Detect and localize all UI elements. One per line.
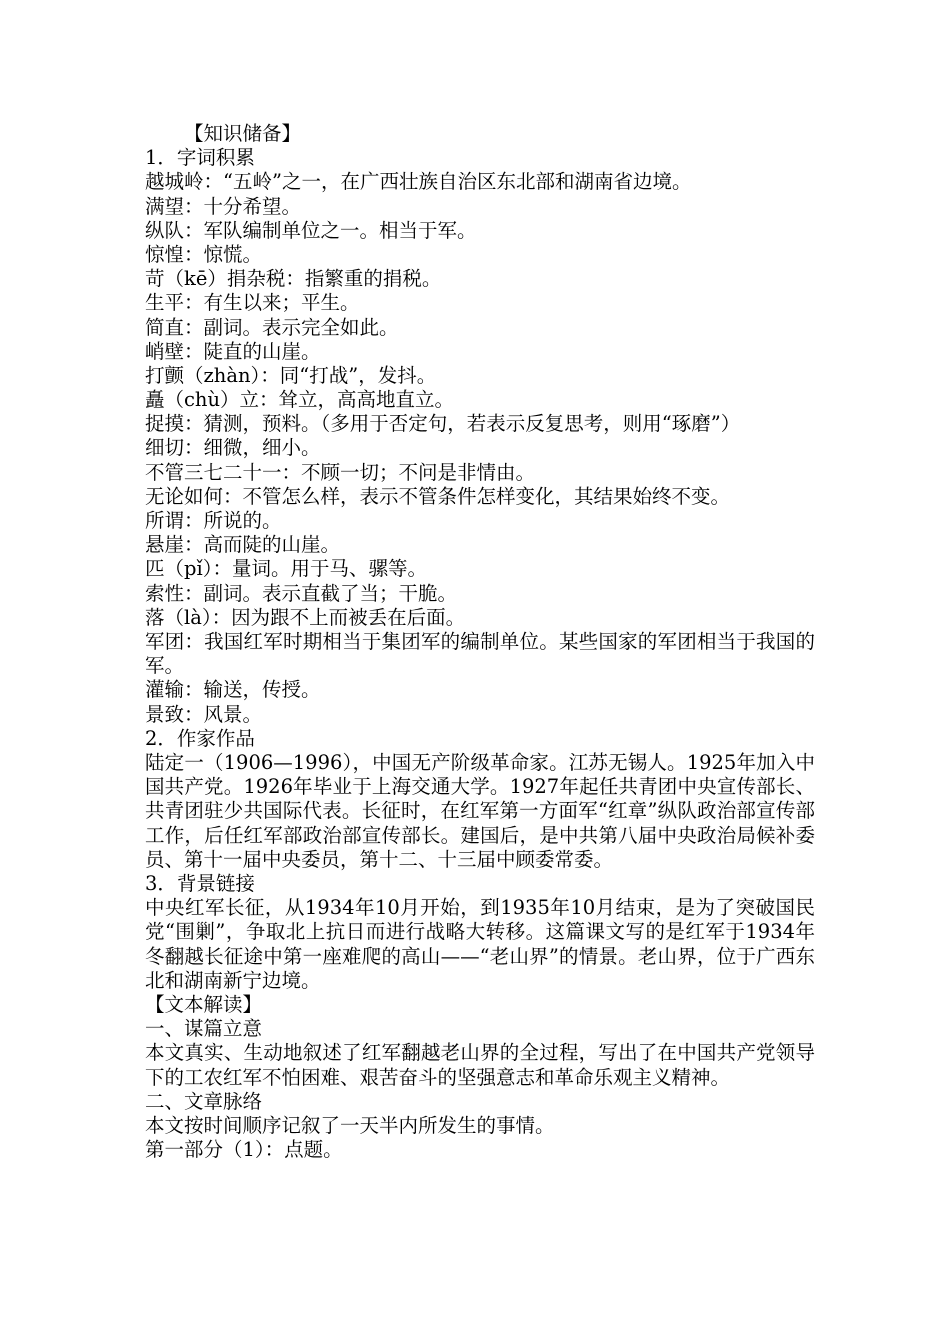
section-heading-reading: 【文本解读】 [145,992,263,1016]
section-title-vocab: 1．字词积累 [145,146,255,170]
vocab-entry: 越城岭：“五岭”之一，在广西壮族自治区东北部和湖南省边境。 [145,170,692,194]
vocab-entry: 打颤（zhàn）：同“打战”，发抖。 [145,363,437,387]
vocab-entry: 纵队：军队编制单位之一。相当于军。 [145,218,477,242]
vocab-entry: 无论如何：不管怎么样，表示不管条件怎样变化，其结果始终不变。 [145,484,731,508]
vocab-entry: 不管三七二十一：不顾一切；不问是非情由。 [145,460,536,484]
vocab-entry: 落（là）：因为跟不上而被丢在后面。 [145,605,466,629]
vocab-entry: 简直：副词。表示完全如此。 [145,315,399,339]
document-page [145,122,815,1162]
structure-part-one: 第一部分（1）：点题。 [145,1138,343,1162]
section-title-background: 3．背景链接 [145,871,255,895]
theme-paragraph: 本文真实、生动地叙述了红军翻越老山界的全过程，写出了在中国共产党领导下的工农红军不怕困难、艰苦奋斗的坚强意志和革命乐观主义精神。 [145,1041,815,1089]
background-paragraph: 中央红军长征，从1934年10月开始，到1935年10月结束，是为了突破国民党“围剿”，争取北上抗日而进行战略大转移。这篇课文写的是红军于1934年冬翻越长征途中第一座难爬的高山——“老山界”的情景。老山界，位于广西东北和湖南新宁边境。 [145,896,815,992]
part-title-theme: 一、谋篇立意 [145,1017,263,1041]
vocab-entry: 军团：我国红军时期相当于集团军的编制单位。某些国家的军团相当于我国的军。 [145,629,815,678]
vocab-entry: 矗（chù）立：耸立，高高地直立。 [145,388,455,412]
section-heading-knowledge: 【知识储备】 [184,122,302,145]
vocab-entry: 悬崖：高而陡的山崖。 [145,533,341,557]
vocab-entry: 细切：细微，细小。 [145,436,321,460]
vocab-entry: 生平：有生以来；平生。 [145,291,360,315]
part-title-structure: 二、文章脉络 [145,1089,263,1113]
vocab-entry: 苛（kē）捐杂税：指繁重的捐税。 [145,267,442,291]
author-paragraph: 陆定一（1906—1996），中国无产阶级革命家。江苏无锡人。1925年加入中国共产党。1926年毕业于上海交通大学。1927年起任共青团中央宣传部长、共青团驻少共国际代表。长征时，在红军第一方面军“红章”纵队政治部宣传部工作，后任红军部政治部宣传部长。建国后，是中共第八届中央政治局候补委员、第十一届中央委员，第十二、十三届中顾委常委。 [145,750,815,871]
vocab-entry: 景致：风景。 [145,702,263,726]
vocab-entry: 捉摸：猜测，预料。（多用于否定句，若表示反复思考，则用“琢磨”） [145,412,741,436]
vocab-entry: 所谓：所说的。 [145,509,282,532]
vocab-entry: 匹（pǐ）：量词。用于马、骡等。 [145,557,427,581]
vocab-entry: 灌输：输送，传授。 [145,678,321,702]
vocab-entry: 索性：副词。表示直截了当；干脆。 [145,581,458,605]
section-title-author: 2．作家作品 [145,726,255,750]
vocab-entry: 满望：十分希望。 [145,194,302,218]
structure-paragraph: 本文按时间顺序记叙了一天半内所发生的事情。 [145,1113,555,1137]
vocab-entry: 峭壁：陡直的山崖。 [145,339,321,363]
vocab-entry: 惊惶：惊慌。 [145,242,263,266]
